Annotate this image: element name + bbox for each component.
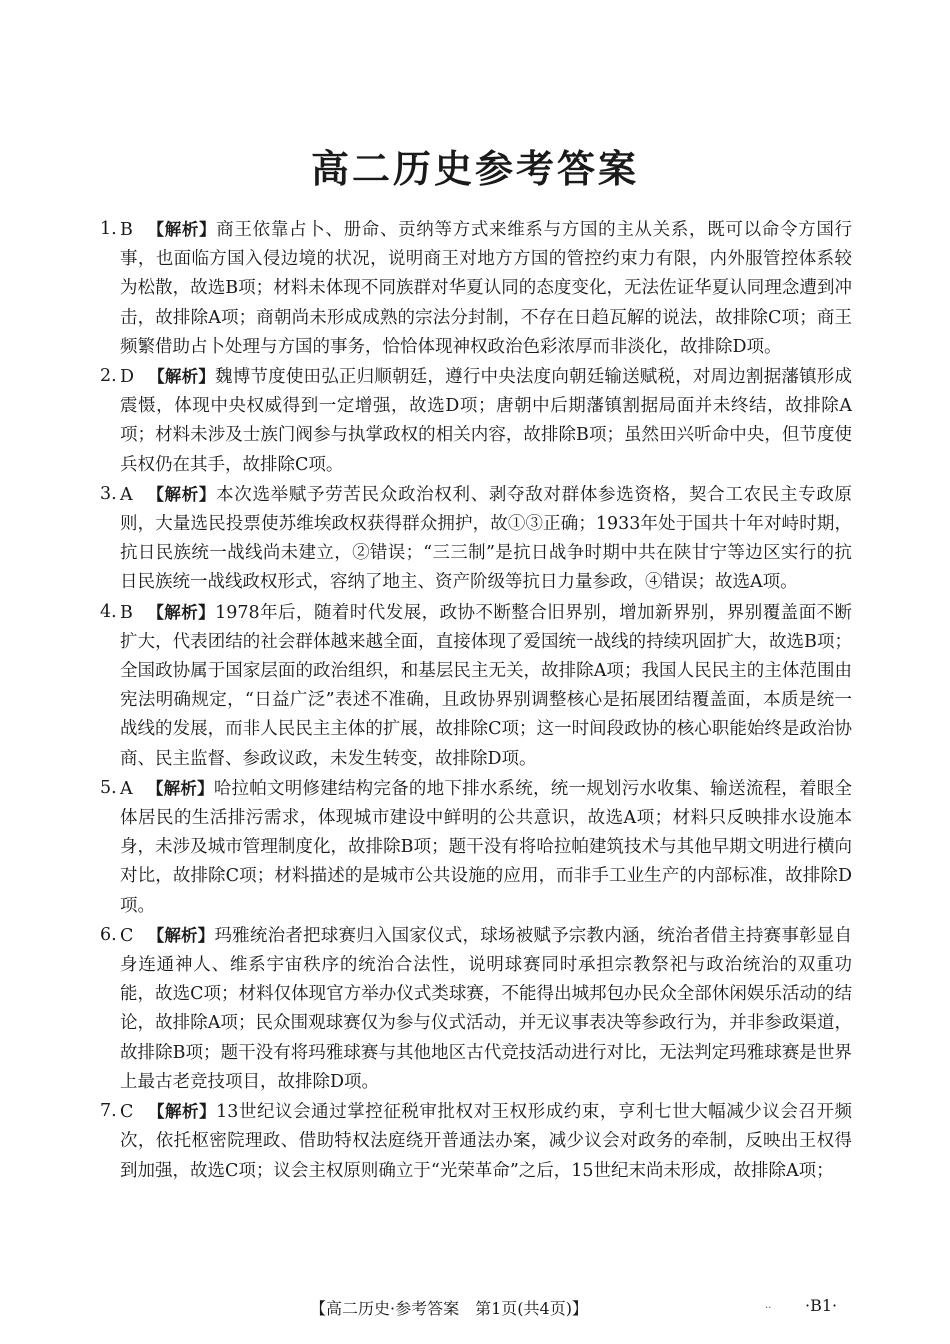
- analysis-tag: 【解析】: [146, 484, 217, 504]
- item-answer: D: [120, 367, 135, 388]
- item-answer: B: [120, 220, 133, 240]
- answer-item-1: [100, 215, 852, 362]
- answer-item-6: [100, 921, 852, 1097]
- item-text: 本次选举赋予劳苦民众政治权利、剥夺敌对群体参选资格，契合工农民主专政原则，大量选民投票使苏维埃政权获得群众拥护，故①③正确；1933年处于国共十年对峙时期，抗日民族统一战线尚未建立，②错误；“三三制”是抗日战争时期中共在陕甘宁等边区实行的抗日民族统一战线政权形式，容纳了地主、资产阶级等抗日力量参政，④错误；故选A项。: [120, 484, 853, 593]
- answer-item-4: [100, 598, 852, 774]
- analysis-tag: 【解析】: [147, 1102, 217, 1122]
- footer-page-info: 【高二历史·参考答案 第1页(共4页)】: [310, 1299, 588, 1318]
- footer-code: ·B1·: [805, 1296, 838, 1315]
- answer-item-7: [100, 1097, 852, 1186]
- item-answer: C: [120, 925, 134, 946]
- item-answer: A: [120, 484, 133, 505]
- answer-item-3: [100, 480, 852, 598]
- item-number: 6.: [100, 924, 117, 945]
- footer-dots: ..: [765, 1300, 772, 1311]
- analysis-tag: 【解析】: [148, 367, 216, 387]
- item-answer: C: [120, 1102, 134, 1123]
- item-number: 5.: [100, 777, 117, 798]
- page-title: 高二历史参考答案: [310, 147, 639, 191]
- item-text: 玛雅统治者把球赛归入国家仪式，球场被赋予宗教内涵，统治者借主持赛事彰显自身连通神人、维系宇宙秩序的统治合法性，说明球赛同时承担宗教祭祀与政治统治的双重功能，故选C项；材料仅体现官方举办仪式类球赛，不能得出城邦包办民众全部休闲娱乐活动的结论，故排除A项；民众围观球赛仅为参与仪式活动，并无议事表决等参政行为，并非参政渠道，故排除B项；题干没有将玛雅球赛与其他地区古代竞技活动进行对比，无法判定玛雅球赛是世界上最古老竞技项目，故排除D项。: [120, 925, 852, 1092]
- item-text: 1978年后，随着时代发展，政协不断整合旧界别，增加新界别，界别覆盖面不断扩大，代表团结的社会群体越来越全面，直接体现了爱国统一战线的持续巩固扩大，故选B项；全国政协属于国家层面的政治组织，和基层民主无关，故排除A项；我国人民民主的主体范围由宪法明确规定，“日益广泛”表述不准确，且政协界别调整核心是拓展团结覆盖面，本质是统一战线的发展，而非人民民主主体的扩展，故排除C项；这一时间段政协的核心职能始终是政治协商、民主监督、参政议政，未发生转变，故排除D项。: [120, 602, 852, 769]
- item-text: 13世纪议会通过掌控征税审批权对王权形成约束，亨利七世大幅减少议会召开频次，依托枢密院理政、借助特权法庭绕开普通法办案，减少议会对政务的牵制，反映出王权得到加强，故选C项；议会主权原则确立于“光荣革命”之后，15世纪末尚未形成，故排除A项；: [120, 1102, 853, 1181]
- item-answer: B: [120, 602, 133, 623]
- analysis-tag: 【解析】: [146, 778, 214, 798]
- answer-item-2: [100, 362, 852, 480]
- analysis-tag: 【解析】: [146, 602, 216, 622]
- answer-item-5: [100, 774, 852, 921]
- item-number: 3.: [100, 483, 117, 504]
- answer-list: [100, 215, 852, 1186]
- analysis-tag: 【解析】: [146, 220, 217, 239]
- item-number: 4.: [100, 601, 117, 622]
- item-number: 7.: [100, 1101, 117, 1122]
- item-text: 魏博节度使田弘正归顺朝廷，遵行中央法度向朝廷输送赋税，对周边割据藩镇形成震慑，体现中央权威得到一定增强，故选D项；唐朝中后期藩镇割据局面并未终结，故排除A项；材料未涉及士族门阀参与执掌政权的相关内容，故排除B项；虽然田兴听命中央，但节度使兵权仍在其手，故排除C项。: [120, 367, 853, 475]
- item-answer: A: [120, 778, 133, 799]
- analysis-tag: 【解析】: [147, 925, 215, 945]
- item-number: 2.: [100, 366, 117, 387]
- item-text: 商王依靠占卜、册命、贡纳等方式来维系与方国的主从关系，既可以命令方国行事，也面临方国入侵边境的状况，说明商王对地方方国的管控约束力有限，内外服管控体系较为松散，故选B项；材料未体现不同族群对华夏认同的态度变化，无法佐证华夏认同理念遭到冲击，故排除A项；商朝尚未形成成熟的宗法分封制，不存在日趋瓦解的说法，故排除C项；商王频繁借助占卜处理与方国的事务，恰恰体现神权政治色彩浓厚而非淡化，故排除D项。: [120, 220, 853, 357]
- item-text: 哈拉帕文明修建结构完备的地下排水系统，统一规划污水收集、输送流程，着眼全体居民的生活排污需求，体现城市建设中鲜明的公共意识，故选A项；材料只反映排水设施本身，未涉及城市管理制度化，故排除B项；题干没有将哈拉帕建筑技术与其他早期文明进行横向对比，故排除C项；材料描述的是城市公共设施的应用，而非手工业生产的内部标准，故排除D项。: [120, 778, 852, 916]
- item-number: 1.: [100, 219, 117, 239]
